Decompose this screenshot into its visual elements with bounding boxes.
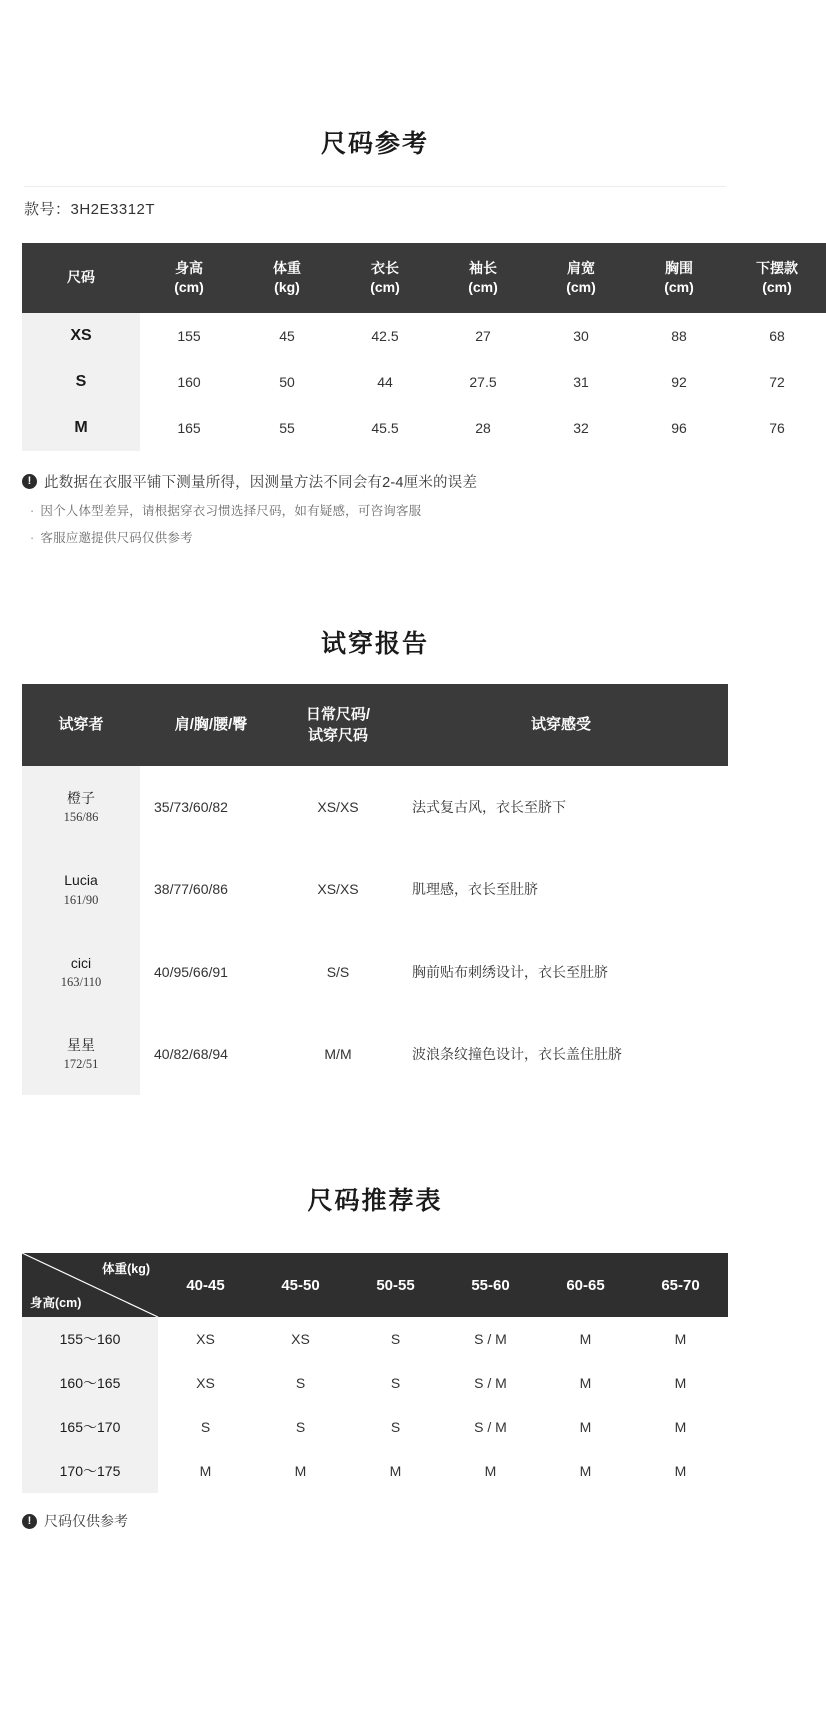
column-header-tester: [22, 684, 140, 766]
cell-feedback: 胸前贴布刺绣设计，衣长至肚脐: [394, 931, 728, 1013]
table-row: [22, 1317, 728, 1361]
column-header-feedback-label: 试穿感受: [530, 716, 591, 734]
column-header-shoulder-label: 肩宽: [567, 260, 595, 276]
column-header-shoulder-unit: (cm): [566, 278, 596, 295]
column-header-length: [336, 243, 434, 313]
size-recommendation-title: 尺码推荐表: [307, 1187, 443, 1216]
cell-recommended-size: S: [348, 1317, 443, 1361]
table-header-row: [22, 243, 826, 313]
cell-shoulder: 30: [532, 313, 630, 359]
table-header-row: [22, 1253, 728, 1317]
size-reference-table-wrap: [22, 243, 798, 451]
cell-recommended-size: M: [158, 1449, 253, 1493]
cell-sizes: S/S: [282, 931, 394, 1013]
column-header-weight-range: 50-55: [348, 1253, 443, 1317]
cell-recommended-size: M: [538, 1449, 633, 1493]
cell-recommended-size: M: [538, 1405, 633, 1449]
cell-feedback: 法式复古风，衣长至脐下: [394, 766, 728, 848]
cell-bust: 92: [630, 359, 728, 405]
corner-height-label: 身高(cm): [30, 1296, 82, 1311]
column-header-bust: [630, 243, 728, 313]
column-header-weight: [238, 243, 336, 313]
column-header-hem-unit: (cm): [762, 278, 792, 295]
size-reference-notes: [22, 471, 728, 546]
cell-recommended-size: M: [538, 1361, 633, 1405]
exclamation-icon: !: [22, 474, 37, 489]
corner-inner: [22, 1253, 158, 1317]
cell-tester: [22, 1013, 140, 1095]
cell-sizes: M/M: [282, 1013, 394, 1095]
column-header-sizes: [282, 684, 394, 766]
cell-bust: 88: [630, 313, 728, 359]
column-header-weight-label: 体重: [273, 260, 301, 276]
cell-tester: [22, 766, 140, 848]
column-header-sizes-line1: 日常尺码/: [305, 705, 371, 723]
top-divider: [24, 186, 726, 187]
column-header-hem-label: 下摆款: [756, 260, 798, 276]
column-header-feedback: [394, 684, 728, 766]
tester-stat: 172/51: [63, 1057, 99, 1072]
cell-shoulder: 31: [532, 359, 630, 405]
column-header-weight-range: 40-45: [158, 1253, 253, 1317]
column-header-weight-range: 60-65: [538, 1253, 633, 1317]
cell-sizes: XS/XS: [282, 848, 394, 930]
column-header-sleeve-unit: (cm): [468, 278, 498, 295]
size-reference-table: [22, 243, 826, 451]
cell-hem: 68: [728, 313, 826, 359]
cell-recommended-size: S / M: [443, 1405, 538, 1449]
column-header-shoulder: [532, 243, 630, 313]
column-header-sizes-line2: 试穿尺码: [307, 726, 368, 744]
cell-measurements: 40/95/66/91: [140, 931, 282, 1013]
cell-recommended-size: M: [633, 1449, 728, 1493]
cell-sizes: XS/XS: [282, 766, 394, 848]
cell-recommended-size: XS: [158, 1317, 253, 1361]
tester-stat: 161/90: [63, 892, 99, 907]
column-header-weight-range: 45-50: [253, 1253, 348, 1317]
cell-tester: [22, 848, 140, 930]
cell-shoulder: 32: [532, 405, 630, 451]
size-recommendation-note-text: 尺码仅供参考: [44, 1513, 128, 1530]
column-header-height: [140, 243, 238, 313]
table-row: [22, 1405, 728, 1449]
row-header-height-range: 170～175: [22, 1449, 158, 1493]
column-header-measurements-label: 肩/胸/腰/臀: [174, 716, 248, 734]
column-header-sleeve-label: 袖长: [469, 260, 497, 276]
tester-name: 星星: [67, 1037, 95, 1054]
table-row: [22, 931, 728, 1013]
cell-length: 44: [336, 359, 434, 405]
row-header-height-range: 155～160: [22, 1317, 158, 1361]
fit-report-table: [22, 684, 728, 1096]
fit-report-table-wrap: [22, 684, 728, 1096]
tester-stat: 156/86: [63, 810, 99, 825]
cell-tester: [22, 931, 140, 1013]
column-header-length-label: 衣长: [371, 260, 399, 276]
row-header-height-range: 165～170: [22, 1405, 158, 1449]
cell-recommended-size: S: [253, 1405, 348, 1449]
cell-recommended-size: M: [633, 1405, 728, 1449]
row-header-height-range: 160～165: [22, 1361, 158, 1405]
cell-recommended-size: S: [158, 1405, 253, 1449]
table-row: [22, 1013, 728, 1095]
note-sub-text: 因个人体型差异，请根据穿衣习惯选择尺码，如有疑感，可咨询客服: [40, 503, 422, 518]
bullet-icon: ·: [30, 503, 35, 518]
column-header-weight-range: 65-70: [633, 1253, 728, 1317]
cell-measurements: 38/77/60/86: [140, 848, 282, 930]
cell-size: M: [22, 405, 140, 451]
tester-stat: 163/110: [60, 974, 102, 989]
column-header-hem: [728, 243, 826, 313]
cell-feedback: 波浪条纹撞色设计，衣长盖住肚脐: [394, 1013, 728, 1095]
cell-recommended-size: M: [348, 1449, 443, 1493]
table-row: [22, 1449, 728, 1493]
cell-size: S: [22, 359, 140, 405]
column-header-weight-unit: (kg): [274, 278, 300, 295]
column-header-sleeve: [434, 243, 532, 313]
cell-recommended-size: S: [348, 1361, 443, 1405]
cell-hem: 76: [728, 405, 826, 451]
cell-sleeve: 28: [434, 405, 532, 451]
size-recommendation-table: [22, 1253, 728, 1493]
tester-name: Lucia: [64, 872, 98, 889]
bullet-icon: ·: [30, 530, 35, 545]
cell-weight: 45: [238, 313, 336, 359]
column-header-weight-range: 55-60: [443, 1253, 538, 1317]
cell-recommended-size: M: [253, 1449, 348, 1493]
cell-recommended-size: XS: [158, 1361, 253, 1405]
table-row: [22, 359, 826, 405]
corner-header: [22, 1253, 158, 1317]
cell-recommended-size: M: [633, 1361, 728, 1405]
size-guide-page: [0, 124, 798, 1724]
column-header-size-label: 尺码: [67, 269, 95, 286]
cell-weight: 55: [238, 405, 336, 451]
cell-measurements: 40/82/68/94: [140, 1013, 282, 1095]
cell-height: 160: [140, 359, 238, 405]
column-header-measurements: [140, 684, 282, 766]
table-row: [22, 1361, 728, 1405]
cell-recommended-size: M: [443, 1449, 538, 1493]
cell-weight: 50: [238, 359, 336, 405]
cell-sleeve: 27: [434, 313, 532, 359]
cell-size: XS: [22, 313, 140, 359]
note-sub-text: 客服应邀提供尺码仅供参考: [40, 530, 193, 545]
column-header-size: [22, 243, 140, 313]
size-recommendation-table-wrap: [22, 1253, 728, 1493]
cell-hem: 72: [728, 359, 826, 405]
exclamation-icon: !: [22, 1514, 37, 1529]
cell-recommended-size: M: [633, 1317, 728, 1361]
fit-report-title: 试穿报告: [320, 629, 429, 658]
note-main: [22, 471, 728, 492]
column-header-height-label: 身高: [175, 260, 203, 276]
cell-bust: 96: [630, 405, 728, 451]
column-header-bust-label: 胸围: [665, 260, 693, 276]
tester-name: cici: [70, 954, 92, 971]
table-header-row: [22, 684, 728, 766]
table-row: [22, 313, 826, 359]
cell-height: 155: [140, 313, 238, 359]
cell-height: 165: [140, 405, 238, 451]
cell-sleeve: 27.5: [434, 359, 532, 405]
column-header-bust-unit: (cm): [664, 278, 694, 295]
cell-recommended-size: M: [538, 1317, 633, 1361]
cell-recommended-size: S: [253, 1361, 348, 1405]
cell-feedback: 肌理感，衣长至肚脐: [394, 848, 728, 930]
cell-recommended-size: S: [348, 1405, 443, 1449]
column-header-height-unit: (cm): [174, 278, 204, 295]
table-row: [22, 848, 728, 930]
tester-name: 橙子: [67, 789, 95, 806]
column-header-tester-label: 试穿者: [58, 716, 104, 734]
cell-recommended-size: S / M: [443, 1361, 538, 1405]
note-main-text: 此数据在衣服平铺下测量所得，因测量方法不同会有2-4厘米的误差: [44, 474, 478, 491]
table-row: [22, 766, 728, 848]
cell-recommended-size: S / M: [443, 1317, 538, 1361]
cell-measurements: 35/73/60/82: [140, 766, 282, 848]
note-sub: [22, 528, 728, 546]
cell-length: 42.5: [336, 313, 434, 359]
note-sub: [22, 501, 728, 519]
size-recommendation-note: [22, 1511, 750, 1531]
corner-weight-label: 体重(kg): [102, 1262, 150, 1277]
cell-length: 45.5: [336, 405, 434, 451]
size-reference-title: 尺码参考: [320, 130, 429, 158]
table-row: [22, 405, 826, 451]
column-header-length-unit: (cm): [370, 278, 400, 295]
style-number: 款号：3H2E3312T: [24, 201, 156, 218]
cell-recommended-size: XS: [253, 1317, 348, 1361]
